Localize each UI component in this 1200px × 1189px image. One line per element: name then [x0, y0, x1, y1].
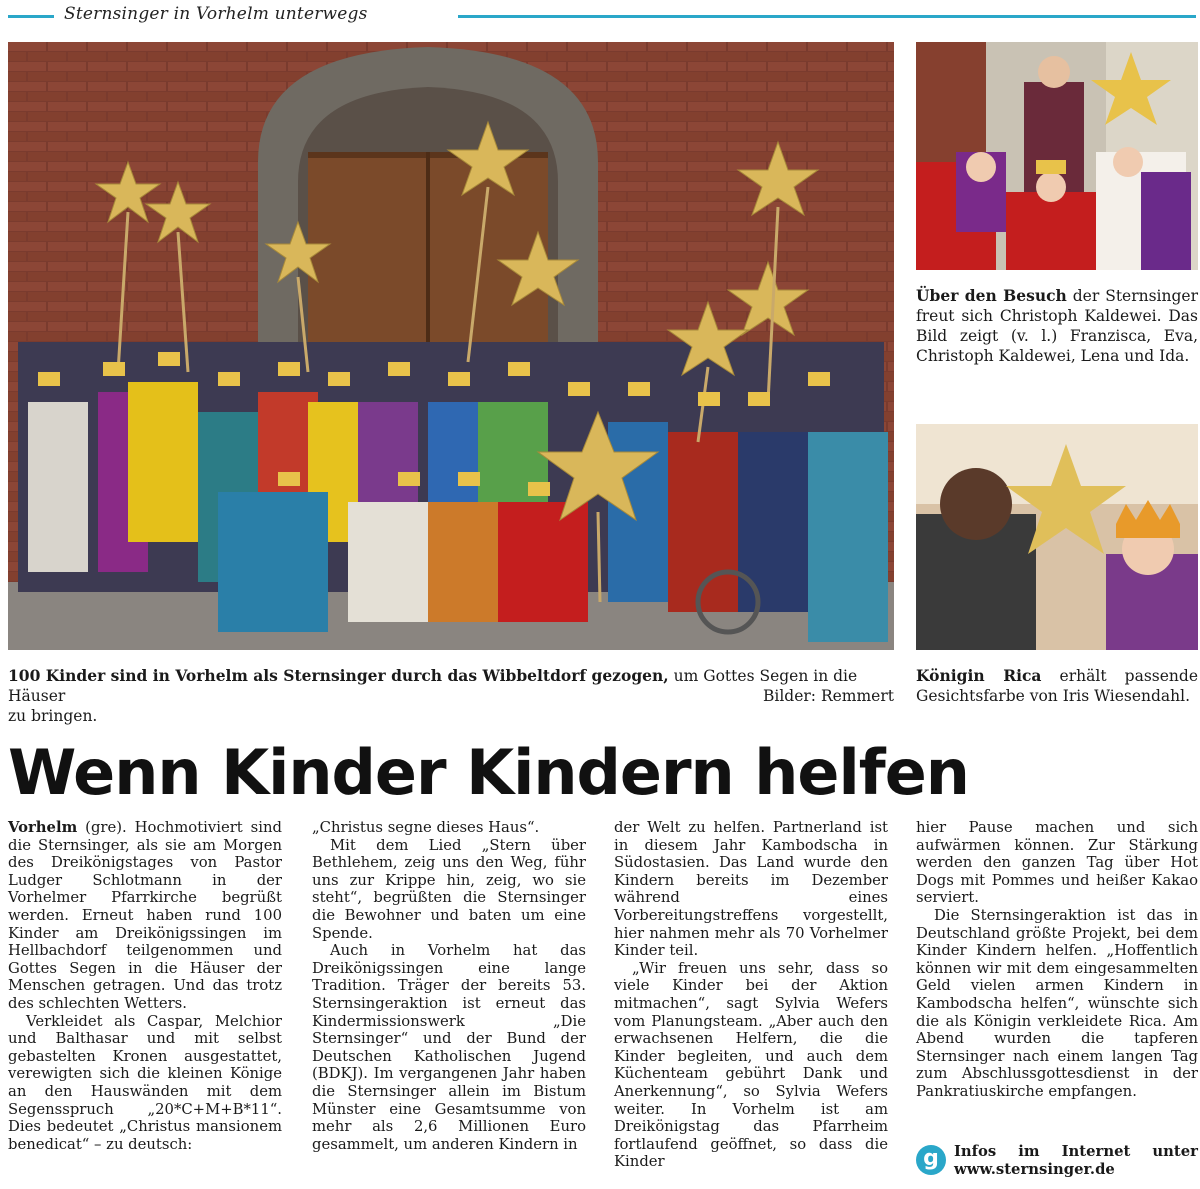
- paragraph: „Christus segne dieses Haus“.: [312, 819, 540, 836]
- makeup-caption-bold: Königin Rica: [916, 666, 1042, 685]
- makeup-photo: [916, 424, 1198, 650]
- kicker-row: [8, 4, 1196, 28]
- info-line: [954, 1143, 1198, 1161]
- article-column-3: [614, 819, 888, 1171]
- kicker-rule-left: [8, 15, 54, 18]
- info-word: im: [1018, 1143, 1040, 1160]
- paragraph: Verkleidet als Caspar, Melchior und Balthasar und mit selbst gebastelten Kronen ausgestattet, verewigten sich die kleinen Könige an den Hauswänden mit dem Segensspruch „20*C+M+B*11“. Dies bedeutet „Christus mansionem benedicat“ – zu deutsch:: [8, 1012, 282, 1153]
- paragraph: der Welt zu helfen. Partnerland ist in diesem Jahr Kambodscha in Südostasien. Das Land wurde den Kindern bereits im Dezember während eines Vorbereitungstreffens vorgestellt, hier nahmen mehr als 70 Vorhelmer Kinder teil.: [614, 819, 888, 960]
- main-photo-caption: [8, 666, 894, 726]
- info-word: Infos: [954, 1143, 997, 1160]
- main-caption-bold: 100 Kinder sind in Vorhelm als Sternsinger durch das Wibbeltdorf gezogen,: [8, 666, 669, 685]
- article-column-4: [916, 819, 1198, 1101]
- headline: Wenn Kinder Kindern helfen: [8, 736, 969, 809]
- visit-photo-caption: [916, 286, 1198, 366]
- article-column-1: [8, 819, 282, 1153]
- main-caption-text-end: zu bringen.: [8, 707, 98, 725]
- info-url[interactable]: www.sternsinger.de: [954, 1161, 1115, 1178]
- info-box: [916, 1143, 1198, 1183]
- info-word: Internet: [1061, 1143, 1131, 1160]
- makeup-caption-text: erhält passende Gesichtsfarbe von Iris Wiesendahl.: [916, 667, 1198, 705]
- visit-caption-bold: Über den Besuch: [916, 286, 1067, 305]
- visit-photo: [916, 42, 1198, 270]
- paragraph-text: (gre). Hochmotiviert sind die Sternsinger, als sie am Morgen des Dreikönigstages von Pastor Ludger Schlotmann in der Vorhelmer Pfarrkirche begrüßt werden. Erneut haben rund 100 Kinder am Dreikönigssingen im Hellbachdorf teilgenommen und Gottes Segen in die Häuser der Menschen getragen. Und das trotz des schlechten Wetters.: [8, 819, 282, 1012]
- main-group-photo: [8, 42, 894, 650]
- paragraph: Auch in Vorhelm hat das Dreikönigssingen eine lange Tradition. Träger der bereits 53. Sternsingeraktion ist erneut das Kindermissionswerk „Die Sternsinger“ und der Bund der Deutschen Katholischen Jugend (BDKJ). Im vergangenen Jahr haben die Sternsinger allein im Bistum Münster eine Gesamtsumme von mehr als 2,6 Millionen Euro gesammelt, um anderen Kindern in: [312, 942, 586, 1153]
- kicker-rule-right: [458, 15, 1196, 18]
- main-photo-drawing: [8, 42, 894, 650]
- visit-photo-drawing: [916, 42, 1198, 270]
- article-column-2: [312, 819, 586, 1153]
- paragraph: „Wir freuen uns sehr, dass so viele Kinder bei der Aktion mitmachen“, sagt Sylvia Wefers vom Planungsteam. „Aber auch den erwachsenen Helfern, die die Kinder begleiten, und auch dem Küchenteam gebührt Dank und Anerkennung“, so Sylvia Wefers weiter. In Vorhelm ist am Dreikönigstag das Pfarrheim fortlaufend geöffnet, so dass die Kinder: [614, 959, 888, 1171]
- paragraph: [8, 819, 282, 1013]
- makeup-photo-drawing: [916, 424, 1198, 650]
- paragraph: Mit dem Lied „Stern über Bethlehem, zeig uns den Weg, führ uns zur Krippe hin, zeig, wo sie steht“, begrüßten die Sternsinger die Bewohner und baten um eine Spende.: [312, 836, 586, 942]
- info-g-icon: g: [916, 1145, 946, 1175]
- main-caption-text: um Gottes Segen in die Häuser: [8, 667, 858, 705]
- dateline: Vorhelm: [8, 819, 78, 836]
- kicker: Sternsinger in Vorhelm unterwegs: [64, 4, 368, 24]
- photo-credit: Bilder: Remmert: [762, 687, 894, 705]
- paragraph: Die Sternsingeraktion ist das in Deutschland größte Projekt, bei dem Kinder Kindern helfen. „Hoffentlich können wir mit dem eingesammelten Geld vielen armen Kindern in Kambodscha helfen“, wünschte sich die als Königin verkleidete Rica. Am Abend wurden die tapferen Sternsinger nach einem langen Tag zum Abschlussgottesdienst in der Pankratiuskirche empfangen.: [916, 906, 1198, 1100]
- makeup-photo-caption: [916, 666, 1198, 706]
- visit-caption-text: der Sternsinger freut sich Christoph Kaldewei. Das Bild zeigt (v. l.) Franzisca, Eva, Christoph Kaldewei, Lena und Ida.: [916, 287, 1199, 365]
- info-word: unter: [1152, 1143, 1198, 1160]
- info-text: [954, 1143, 1198, 1179]
- paragraph: hier Pause machen und sich aufwärmen können. Zur Stärkung werden den ganzen Tag über Hot Dogs mit Pommes und heißer Kakao serviert.: [916, 819, 1198, 907]
